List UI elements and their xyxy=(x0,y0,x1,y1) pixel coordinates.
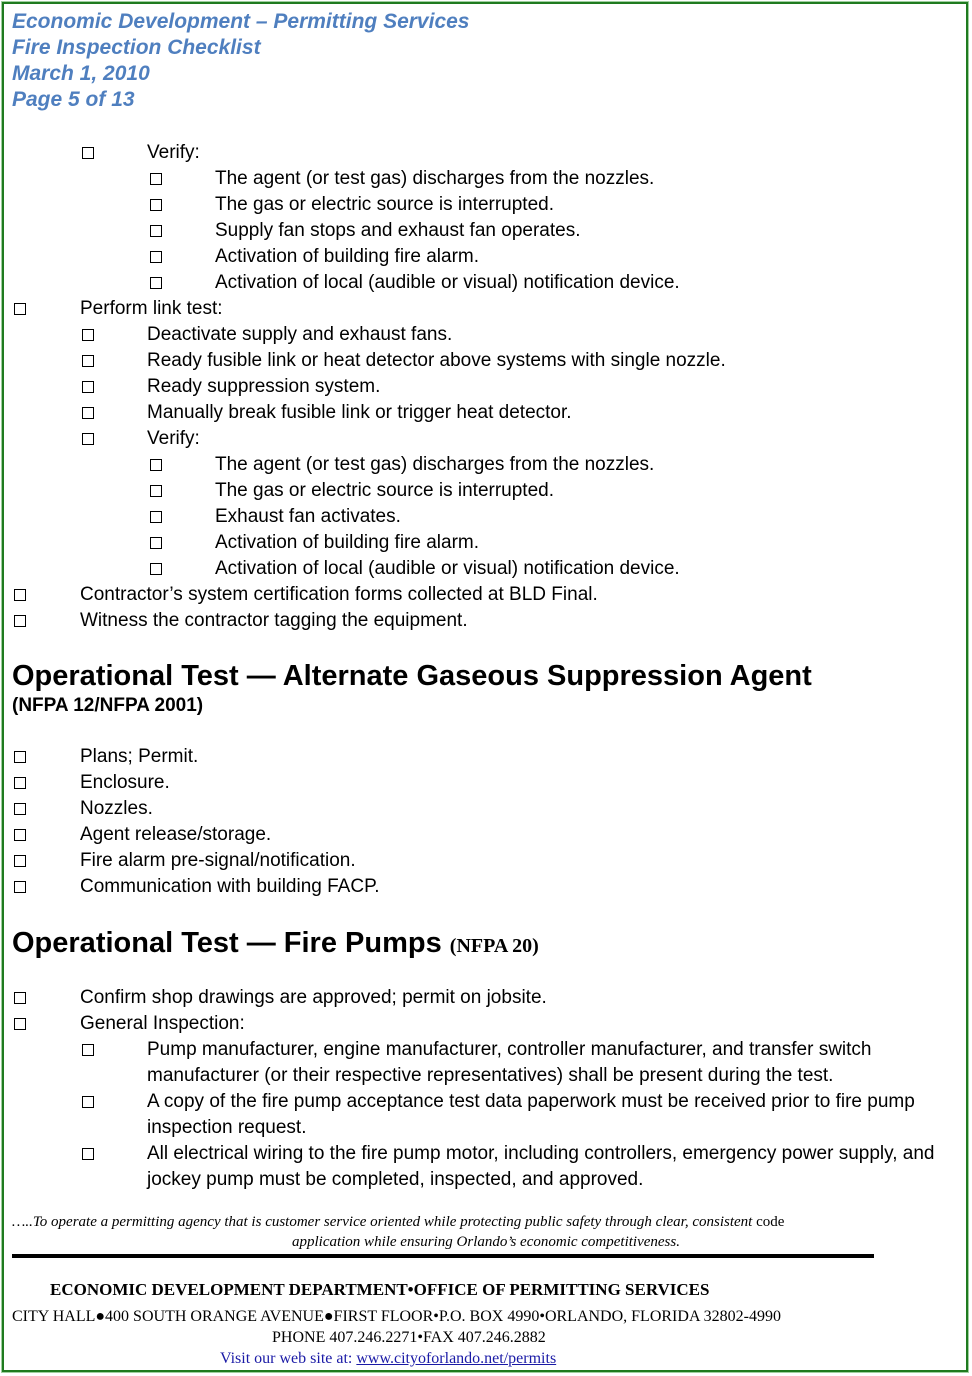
mission-tail: code xyxy=(756,1214,785,1230)
section-title-fire-pumps xyxy=(12,926,539,963)
checkbox[interactable] xyxy=(82,1096,94,1108)
checkbox[interactable] xyxy=(14,992,26,1004)
checkbox[interactable] xyxy=(14,589,26,601)
checklist-item-text: Ready fusible link or heat detector above systems with single nozzle. xyxy=(147,350,726,371)
checklist-item-text: Activation of building fire alarm. xyxy=(215,532,480,553)
checkbox[interactable] xyxy=(82,355,94,367)
checkbox[interactable] xyxy=(14,855,26,867)
header-date: March 1, 2010 xyxy=(12,62,150,85)
checkbox[interactable] xyxy=(82,1044,94,1056)
footer-website xyxy=(220,1348,556,1369)
checklist-item-text: Manually break fusible link or trigger heat detector. xyxy=(147,402,572,423)
checkbox[interactable] xyxy=(82,147,94,159)
checklist-item-text: Contractor’s system certification forms collected at BLD Final. xyxy=(80,584,598,605)
checkbox[interactable] xyxy=(150,563,162,575)
checkbox[interactable] xyxy=(150,511,162,523)
footer-phone: PHONE 407.246.2271•FAX 407.246.2882 xyxy=(272,1329,546,1346)
mission-statement xyxy=(12,1212,912,1232)
checkbox[interactable] xyxy=(14,1018,26,1030)
checkbox[interactable] xyxy=(82,329,94,341)
footer-website-link[interactable]: www.cityoforlando.net/permits xyxy=(356,1350,557,1367)
checkbox[interactable] xyxy=(82,407,94,419)
checklist-item-text: Verify: xyxy=(147,428,200,449)
checkbox[interactable] xyxy=(150,251,162,263)
checklist-item-text: Nozzles. xyxy=(80,798,153,819)
footer-divider xyxy=(12,1254,874,1258)
mission-statement-line2: application while ensuring Orlando’s economic competitiveness. xyxy=(291,1234,680,1250)
checkbox[interactable] xyxy=(14,615,26,627)
checklist-item-text: Communication with building FACP. xyxy=(80,876,380,897)
footer-department: ECONOMIC DEVELOPMENT DEPARTMENT•OFFICE OF PERMITTING SERVICES xyxy=(50,1280,710,1299)
checkbox[interactable] xyxy=(14,777,26,789)
checklist-item-text: Fire alarm pre-signal/notification. xyxy=(80,850,356,871)
checkbox[interactable] xyxy=(82,381,94,393)
section-title-gaseous: Operational Test — Alternate Gaseous Suppression Agent xyxy=(12,660,812,692)
mission-text-italic: To operate a permitting agency that is customer service oriented while protecting public safety through clear, consistent xyxy=(32,1214,757,1230)
checklist-item-text: Verify: xyxy=(147,142,200,163)
checklist-item-text: General Inspection: xyxy=(80,1013,245,1034)
checkbox[interactable] xyxy=(14,303,26,315)
checklist-item-text: Agent release/storage. xyxy=(80,824,272,845)
checklist-item-text: Activation of local (audible or visual) notification device. xyxy=(215,272,680,293)
checklist-item-text: Exhaust fan activates. xyxy=(215,506,401,527)
footer-visit-label: Visit our web site at: xyxy=(220,1350,357,1367)
checklist-item-text: Confirm shop drawings are approved; permit on jobsite. xyxy=(80,987,547,1008)
header-title: Fire Inspection Checklist xyxy=(12,36,261,59)
checkbox[interactable] xyxy=(150,459,162,471)
checkbox[interactable] xyxy=(14,751,26,763)
checklist-item-text: Plans; Permit. xyxy=(80,746,199,767)
checklist-item-text: The agent (or test gas) discharges from the nozzles. xyxy=(215,454,655,475)
checklist-item-text: Witness the contractor tagging the equipment. xyxy=(80,610,468,631)
checklist-item-text: Pump manufacturer, engine manufacturer, controller manufacturer, and transfer switch manufacturer (or their respective representatives) shall be present during the test. xyxy=(147,1039,872,1086)
checklist-item-text: Activation of building fire alarm. xyxy=(215,246,480,267)
checkbox[interactable] xyxy=(82,1148,94,1160)
section-code-fire-pumps: (NFPA 20) xyxy=(449,935,539,957)
checklist-item-text: A copy of the fire pump acceptance test data paperwork must be received prior to fire pump inspection request. xyxy=(147,1091,915,1138)
checklist-item-text: Deactivate supply and exhaust fans. xyxy=(147,324,453,345)
checklist-item-text: Activation of local (audible or visual) notification device. xyxy=(215,558,680,579)
checkbox[interactable] xyxy=(150,199,162,211)
checkbox[interactable] xyxy=(14,881,26,893)
checklist-item-text: The gas or electric source is interrupted. xyxy=(215,480,554,501)
checklist-item-text: Perform link test: xyxy=(80,298,223,319)
footer-address: CITY HALL●400 SOUTH ORANGE AVENUE●FIRST FLOOR•P.O. BOX 4990•ORLANDO, FLORIDA 32802-4990 xyxy=(12,1308,781,1325)
section-title-fire-pumps-text: Operational Test — Fire Pumps xyxy=(12,927,442,959)
checkbox[interactable] xyxy=(150,173,162,185)
checkbox[interactable] xyxy=(150,537,162,549)
checklist-item-text: Enclosure. xyxy=(80,772,170,793)
checkbox[interactable] xyxy=(150,277,162,289)
checklist-item-text: The agent (or test gas) discharges from the nozzles. xyxy=(215,168,655,189)
checkbox[interactable] xyxy=(14,803,26,815)
checkbox[interactable] xyxy=(150,225,162,237)
section-subtitle-gaseous: (NFPA 12/NFPA 2001) xyxy=(12,695,204,716)
mission-prefix: ….. xyxy=(12,1214,33,1230)
checkbox[interactable] xyxy=(150,485,162,497)
checkbox[interactable] xyxy=(14,829,26,841)
checklist-item-text: Ready suppression system. xyxy=(147,376,381,397)
header-page-number: Page 5 of 13 xyxy=(12,88,135,111)
checkbox[interactable] xyxy=(82,433,94,445)
checklist-item-text: The gas or electric source is interrupted. xyxy=(215,194,554,215)
checklist-item-text: Supply fan stops and exhaust fan operates. xyxy=(215,220,581,241)
checklist-item-text: All electrical wiring to the fire pump motor, including controllers, emergency power supply, and jockey pump must be completed, inspected, and approved. xyxy=(147,1143,935,1190)
header-department: Economic Development – Permitting Services xyxy=(12,10,470,33)
